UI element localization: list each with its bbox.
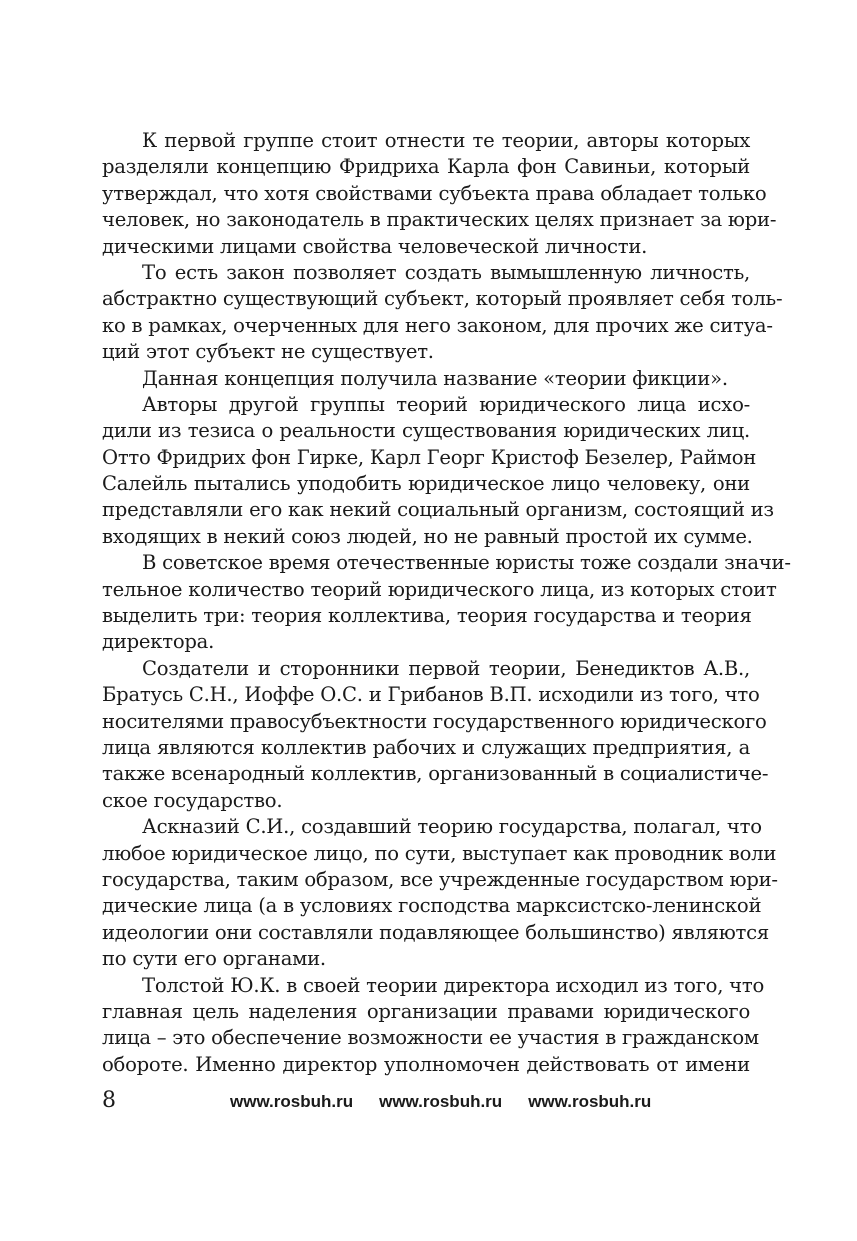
page-body [102,128,791,1078]
text-line: государства, таким образом, все учрежденные государством юри- [102,867,778,891]
text-line: входящих в некий союз людей, но не равный простой их сумме. [102,524,753,548]
paragraph [102,656,769,814]
text-line: К первой группе стоит отнести те теории, авторы которых [142,129,750,152]
text-line: Салейль пытались уподобить юридическое лицо человеку, они [102,472,750,496]
footer [102,1088,750,1118]
paragraph [102,128,777,260]
text-line: дили из тезиса о реальности существования юридических лиц. [102,419,750,443]
page-number: 8 [102,1088,116,1113]
text-line: главная цель наделения организации правами юридического [102,999,750,1023]
text-line: ское государство. [102,788,283,812]
text-line: тельное количество теорий юридического лица, из которых стоит [102,577,777,601]
paragraph [102,260,783,366]
paragraph [102,392,774,550]
text-line: Отто Фридрих фон Гирке, Карл Георг Кристоф Безелер, Раймон [102,445,757,469]
text-line: обороте. Именно директор уполномочен действовать от имени [102,1052,750,1076]
text-line: Авторы другой группы теорий юридического лица исхо- [142,392,750,416]
text-line: дическими лицами свойства человеческой личности. [102,234,648,258]
text-line: любое юридическое лицо, по сути, выступает как проводник воли [102,841,777,865]
text-line: лица – это обеспечение возможности ее участия в гражданском [102,1026,759,1050]
text-line: директора. [102,630,215,654]
text-line: лица являются коллектив рабочих и служащих предприятия, а [102,735,750,759]
paragraph [102,550,791,656]
text-line: по сути его органами. [102,947,326,971]
text-line: абстрактно существующий субъект, который проявляет себя толь- [102,287,783,311]
paragraph [102,366,750,392]
text-line: идеологии они составляли подавляющее большинство) являются [102,920,769,944]
text-line: ций этот субъект не существует. [102,340,434,364]
text-line: представляли его как некий социальный организм, состоящий из [102,498,774,522]
footer-url[interactable]: www.rosbuh.ru [528,1092,652,1111]
footer-url[interactable]: www.rosbuh.ru [379,1092,503,1111]
text-line: В советское время отечественные юристы тоже создали значи- [142,551,791,575]
footer-urls [230,1092,651,1112]
text-line: человек, но законодатель в практических целях признает за юри- [102,208,777,232]
text-line: выделить три: теория коллектива, теория государства и теория [102,604,752,628]
text-line: Аскназий С.И., создавший теорию государства, полагал, что [142,815,762,839]
text-line: утверждал, что хотя свойствами субъекта права обладает только [102,181,767,205]
text-line: ко в рамках, очерченных для него законом, для прочих же ситуа- [102,313,773,337]
text-line: Данная концепция получила название «теории фикции». [142,366,728,390]
text-line: Братусь С.Н., Иоффе О.С. и Грибанов В.П. исходили из того, что [102,683,760,707]
text-line: носителями правосубъектности государственного юридического [102,709,767,733]
text-line: также всенародный коллектив, организованный в социалистиче- [102,762,769,786]
text-line: То есть закон позволяет создать вымышленную личность, [142,260,750,284]
paragraph [102,973,765,1079]
text-line: разделяли концепцию Фридриха Карла фон Савиньи, который [102,155,750,179]
text-line: Толстой Ю.К. в своей теории директора исходил из того, что [142,973,765,997]
text-line: Создатели и сторонники первой теории, Бенедиктов А.В., [142,656,750,680]
text-line: дические лица (а в условиях господства марксистско-ленинской [102,894,762,918]
footer-url[interactable]: www.rosbuh.ru [230,1092,354,1111]
paragraph [102,814,778,972]
